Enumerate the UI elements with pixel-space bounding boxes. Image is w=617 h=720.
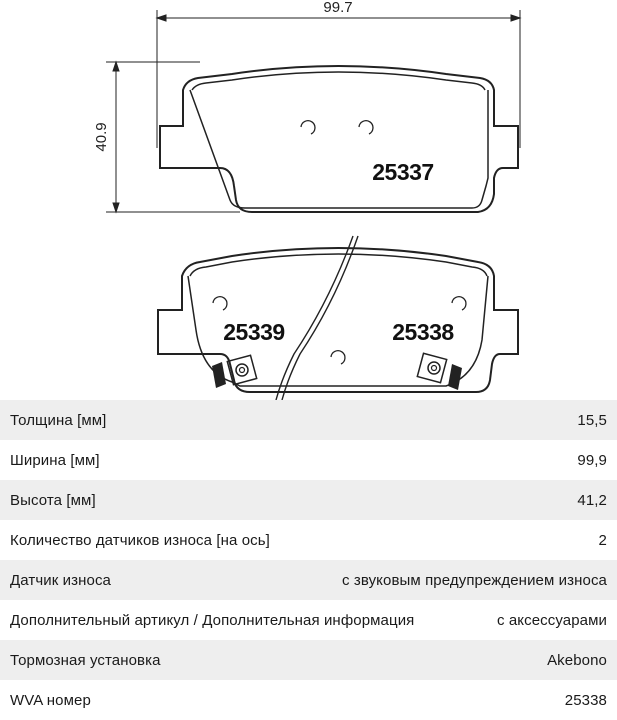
- spec-row-width: [0, 440, 617, 480]
- spec-value: Akebono: [547, 651, 607, 669]
- spec-value: 25338: [564, 691, 607, 709]
- spec-label: Тормозная установка: [10, 651, 161, 669]
- height-dimension: [106, 62, 240, 212]
- spec-value: с аксессуарами: [496, 611, 607, 629]
- width-dimension-label: 99.7: [323, 0, 353, 16]
- spec-value: 2: [598, 531, 607, 549]
- height-dimension-label: 40.9: [93, 122, 110, 152]
- spec-label: Дополнительный артикул / Дополнительная информация: [10, 611, 415, 629]
- spec-row-additional-info: [0, 600, 617, 640]
- width-dimension: [157, 10, 520, 148]
- spec-label: WVA номер: [10, 691, 91, 709]
- spec-value: 15,5: [577, 411, 607, 429]
- part-number-25337: 25337: [372, 159, 434, 185]
- part-number-25338: 25338: [392, 319, 454, 345]
- spec-value: с звуковым предупреждением износа: [342, 571, 607, 589]
- spec-label: Датчик износа: [10, 571, 111, 589]
- spec-value: 99,9: [577, 451, 607, 469]
- spec-label: Количество датчиков износа [на ось]: [10, 531, 270, 549]
- spec-label: Ширина [мм]: [10, 451, 100, 469]
- spec-row-wva-number: [0, 680, 617, 720]
- spec-value: 41,2: [577, 491, 607, 509]
- part-number-25339: 25339: [223, 319, 285, 345]
- bottom-brake-pad: [158, 236, 518, 400]
- spec-label: Высота [мм]: [10, 491, 96, 509]
- spec-row-sensor-count: [0, 520, 617, 560]
- top-brake-pad: [160, 66, 518, 212]
- spec-row-height: [0, 480, 617, 520]
- spec-row-wear-sensor: [0, 560, 617, 600]
- specifications-table: [0, 400, 617, 720]
- spec-row-thickness: [0, 400, 617, 440]
- spec-row-brake-system: [0, 640, 617, 680]
- spec-label: Толщина [мм]: [10, 411, 107, 429]
